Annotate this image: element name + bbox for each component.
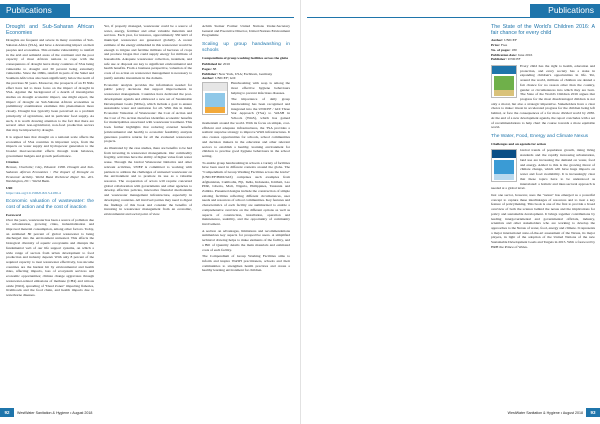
page-number-left: 92 <box>0 408 14 417</box>
econ-foreword-label: Foreword <box>6 212 21 217</box>
handwash-author-label: Author: <box>202 76 215 81</box>
footer-text-left: WestWater Sanitation & Hygiene • August 2018 <box>17 411 93 415</box>
swc-price-label: Price: <box>491 43 501 48</box>
handwash-author: UNICEF; GIZ <box>215 76 236 81</box>
econ-paragraph-1: Over the years, wastewater has been a source of pollution due to urbanization, growing cities, industrialization and improved material consumption, among other factors. Today, an estimated 80 percent of global wastewater is being discharged into the environment untreated. This affects the biological diversity of aquatic ecosystems and disrupts the fundamental web of our life support systems, on which a wide range of sectors from urban development to food production and industry depend. With only 8 percent of the required capacity to treat wastewater effectively, low-income countries are the hardest hit by environmental and health risks, affecting impacts, loss of ecosystem services and economic opportunities; climate change aggravates through wastewater-related emissions of methane (CH4) and nitrous oxide (N2O), spreading of "Dead Zones" impacting fisheries, livelihoods and the food chain, and health impacts due to waterborne diseases. <box>6 217 94 298</box>
section-label-right: Publications <box>530 4 600 17</box>
handwash-paragraph-4: A section on advantages, limitations and recommendations summarizes key aspects for prospective users. A simplified technical drawing helps to make elements of the facility, and a Bill of Quantity details the main materials and estimated costs of each facility. <box>202 228 290 252</box>
handwash-cover-image <box>202 82 228 115</box>
drought-paragraph-2: It is argued here that drought on a national scale affects the economies of SSA countries in important ways, from the impacts on water supply and hydropower generation to the broader macroeconomic effects through trade balances, government budgets and growth performance. <box>6 134 94 158</box>
econ-title: Economic valuation of wastewater: the cost of action and the cost of inaction <box>6 199 94 211</box>
swc-author: UNICEF <box>504 38 517 43</box>
swc-pages-label: No. of pages: <box>491 47 511 52</box>
drought-link[interactable]: https://doi.org/10.1596/0-8213-4180-4 <box>6 190 61 195</box>
climate-subtitle: Challenges and an agenda for action <box>491 141 547 146</box>
column-1 <box>6 24 94 402</box>
header-rule-right <box>307 17 600 18</box>
econ-paragraph-2: Yet, if properly managed, wastewater could be a source of water, energy, fertilizer and other valuable materials and services. Each year, for instance, approximately 330 km3 of municipal wastewater are generated globally. A recent estimate of the energy embedded in this wastewater would be enough to irrigate and fertilize millions of hectares of crops and produce biogas that could supply energy for millions of households. Adequate wastewater collection, treatment, and safe use or disposal are key to significant environmental and health benefits. From a business perspective, valuation of the costs of no action on wastewater management is necessary to justify suitable investment in the domain. <box>104 24 192 80</box>
handwash-pages-label: Pages: <box>202 67 212 71</box>
climate-cover-image <box>491 149 517 182</box>
header-rule-left <box>0 17 294 18</box>
handwash-paragraph-2: The importance of daily group handwashing has been recognised and integrated into the UNICEF / GIZ Three Star Approach (TSA) to WASH in Schools (WinS), which has gained momentum around the world. With its focus on simple, cost-efficient and adequate infrastructures, the TSA provides a realistic stepwise strategy to improve WinS infrastructures. It also creates opportunities for schools, school communities and decision makers in the education and other relevant sectors to establish a healthy, learning environment for children to practise good hygiene behaviours in the school setting. <box>202 97 290 158</box>
swc-publisher-label: Publisher: <box>491 57 507 62</box>
climate-title: The Water, Food, Energy and Climate Nexus <box>491 134 589 140</box>
swc-title: The State of the World's Children 2016: A fair chance for every child <box>491 24 595 37</box>
drought-citation-label: Citation <box>6 160 19 165</box>
swc-author-label: Author: <box>491 38 504 43</box>
section-label-left: Publications <box>0 4 70 17</box>
handwash-published: 2016 <box>222 62 230 67</box>
handwash-pages: 88 <box>212 67 217 71</box>
swc-cover-image <box>491 65 517 98</box>
climate-paragraph-2: Just one sector, however, uses the "nexus" has emerged as a powerful concept to capture these interlinkages of resources and to treat a key feature of policymaking. This book is one of the first to provide a broad overview of both the science behind the nexus and the implications for policy and sustainable development. It brings together contributions by leading intergovernmental and governmental officials, industry, scientists and other stakeholders who are working to develop the approaches to the Nexus of water, food, energy and climate. It represents a major international state-of-the-art assessment of the Nexus, its major players, in light of the adoption of the United Nations of the new Sustainable Development Goals and Targets in 2015. With a foreword by HRH the Prince of Wales. <box>491 192 595 249</box>
handwash-paragraph-3: To enable group handwashing in schools a variety of facilities have been used in different contexts around the globe. The "Compendium of Group Washing Facilities across the Globe" (UNICEF/BMZ/GIZ) comprises such examples from Afghanistan, Cambodia, Fiji, India, Indonesia, Kiribati, Lao PDR, Liberia, Mali, Nigeria, Philippines, Tanzania and Zambia. Presented designs include the construction of simple existing facilities reflecting different circumstances, user needs and resources of school communities. Key features and characteristics of each facility are summarized to enable a comprehensive overview on the different options as well as aspects of construction, installation, operation and maintenance, usability, and the opportunity of community involvement. <box>202 160 290 226</box>
drought-citation-text: Benson, Charlotte; Clay, Edward. 1998. Drought and Sub-Saharan African Economies : The Impact of Drought on Economic Activity. World Bank Technical Paper No. 401. Washington, DC : World Bank. <box>6 165 94 184</box>
climate-paragraph-1: Global trends of population growth, rising living standards and the rapidly increasing urbanization, land use are increasing the demand on water, food and energy. Added to this is the growing threat of climate change, which will have huge impacts on water and food availability. It is increasingly clear that these topics have to be understood as interrelated: a holistic and inter-sectoral approach is needed at a global level. <box>491 148 595 191</box>
swc-paragraph-1: Every child has the right to health, education and protection, and every society has a stake in expanding children's opportunities in life. Yet, around the world, millions of children are denied a fair chance for no reason other than the country, gender or circumstances into which they are born. The State of the World's Children 2016 argues that progress for the most disadvantaged children is not only a moral, but also a strategic imperative. Stakeholders have a clear choice to make: invest in accelerated progress for the children being left behind, or face the consequences of a far more divided world by 2030. At the end of a new development agenda, the report concludes with a set of recommendations to help chart the course towards a more equitable world. <box>491 64 595 130</box>
drought-title: Drought and Sub-Saharan African Economies <box>6 24 94 37</box>
econ-paragraph-4: As illustrated by the case studies, there are benefits to be had from investing in wastewater management. Our commodity fragility, activities have the ability of higher value from water reuse. Through the Global Wastewater Initiative and other relevant activities, UNEP is committed to working with partners to address the challenges of untreated wastewater on the environment and to promote its use as a valuable resource. The cooperation of actors will require concerted global collaboration with governments and other agencies to develop effective policies, innovative financial mechanisms and wastewater management infrastructure, especially in developing countries. All involved parties may need to digest the findings of this book and consider the benefits of investing in wastewater management from an economic, environmental and social point of view. <box>104 145 192 217</box>
column-3 <box>202 24 290 402</box>
swc-price: Free <box>500 43 508 48</box>
swc-pages: 180 <box>511 47 517 52</box>
drought-url-label: URI <box>6 185 13 190</box>
swc-pubdate: June 2016 <box>517 52 533 57</box>
econ-paragraph-3: Economic analysis provides the information needed for public policy decisions that support improvements in wastewater management. Countries have dedicated the post-development agenda and embraced a new set of Sustainable Development Goals (SDGs), which include a goal to ensure sustainable water and sanitation for all. With this in mind, Economic Valuation of Wastewater: the Cost of Action and the Cost of No Action therefore identifies economic benefits for municipalities associated with wastewater treatment. This book further highlights that reducing external benefits (environmental and health) to economic feasibility analysis generates positive returns for all the evaluated wastewater projects. <box>104 82 192 144</box>
handwash-subtitle: Compendium of group washing facilities across the globe <box>202 55 289 60</box>
footer-right <box>301 408 600 417</box>
handwash-title: Scaling up group handwashing in schools <box>202 42 290 53</box>
right-page <box>300 0 600 424</box>
handwash-published-label: Published in: <box>202 62 223 67</box>
swc-publisher: UNICEF <box>507 57 521 62</box>
swc-pubdate-label: Publication date: <box>491 52 517 57</box>
handwash-paragraph-1: Handwashing with soap is among the most effective hygiene behaviours helping to prevent infectious diseases. <box>231 81 290 95</box>
page-number-right: 93 <box>586 408 600 417</box>
column-2 <box>104 24 192 402</box>
econ-signoff: Achim Steiner Former United Nations Under-Secretary General and Executive Director, United Nations Environment Programme <box>202 24 290 38</box>
footer-text-right: WestWater Sanitation & Hygiene • August 2018 <box>507 411 583 415</box>
handwash-paragraph-5: The Compendium of Group Washing Facilities aims to inform and inspire WASH practitioners, schools and their communities to strengthen health practices and create a healthy learning environment for children. <box>202 254 290 273</box>
handwash-publisher: New York, USA; Eschborn, Germany <box>218 71 273 76</box>
drought-paragraph-1: Droughts are frequent and severe in many countries of Sub-Saharan Africa (SSA), and have a devastating impact on their peoples and economies. This extreme vulnerability to rainfall in the arid and semiarid areas of the continent and the poor capacity of most African nations to cope with the consequences of drought leave many countries of SSA being vulnerable to drought and 30 percent being extremely vulnerable. Since the 1960s, rainfall in parts of the Sahel and Southern Africa has also been significantly below the norm of the previous 30 years. Moreover, the prospects of an El Niño effect have led to more focus on the impact of drought in SSA. Against the background of a dearth of investigative studies on drought economic impact, one might expect, the impact of drought on Sub-Saharan African economies as preliminary examination examines this phenomenon more closely. Drought has typically been perceived as a problem principally of agriculture, and in particular food supply. As such, it is worth drawing attention to the fact that there are several other non-agricultural, non-food production sectors that may be impacted by drought. <box>6 38 94 133</box>
footer-left <box>0 408 300 417</box>
column-4 <box>491 24 595 402</box>
handwash-publisher-label: Publisher: <box>202 71 218 76</box>
